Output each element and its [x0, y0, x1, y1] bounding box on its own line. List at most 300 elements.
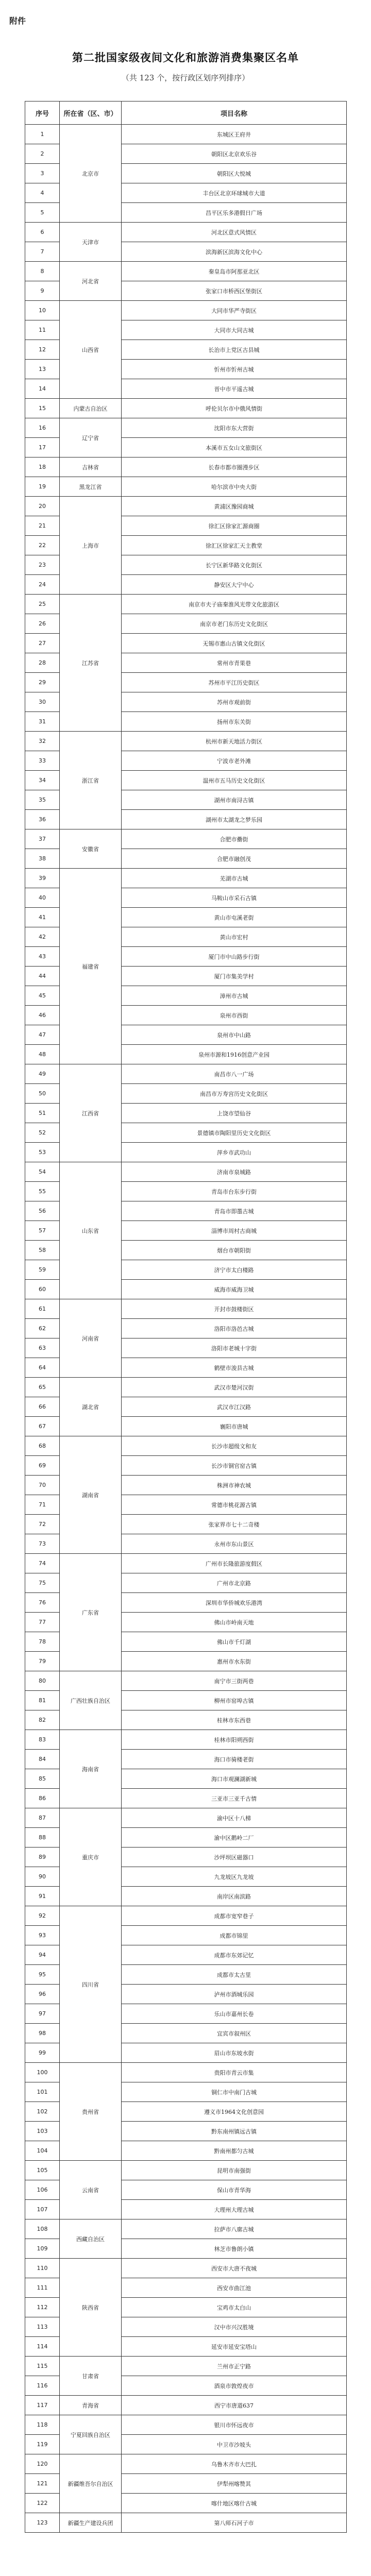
project-name: 哈尔滨市中央大街 — [122, 477, 347, 497]
project-name: 株洲市神农城 — [122, 1476, 347, 1495]
row-index: 80 — [25, 1671, 60, 1691]
table-row — [25, 2396, 347, 2415]
project-name: 芜湖市古城 — [122, 869, 347, 888]
table-row — [25, 2415, 347, 2435]
project-name: 泸州市酒城乐园 — [122, 1985, 347, 2004]
row-index: 74 — [25, 1554, 60, 1573]
row-index: 20 — [25, 497, 60, 516]
row-index: 111 — [25, 2278, 60, 2298]
table-header-row — [25, 101, 347, 125]
province-cell: 山西省 — [60, 301, 122, 399]
row-index: 49 — [25, 1064, 60, 1084]
row-index: 89 — [25, 1848, 60, 1867]
project-name: 常州市青果巷 — [122, 653, 347, 673]
project-name: 保山市青华海 — [122, 2180, 347, 2200]
project-name: 温州市五马历史文化街区 — [122, 771, 347, 790]
project-name: 沈阳市东大营街 — [122, 418, 347, 438]
project-name: 西安市大唐不夜城 — [122, 2259, 347, 2278]
project-name: 永州市东山景区 — [122, 1534, 347, 1554]
row-index: 101 — [25, 2082, 60, 2102]
table-row — [25, 1378, 347, 1397]
row-index: 41 — [25, 908, 60, 927]
attachment-label: 附件 — [9, 16, 26, 26]
row-index: 42 — [25, 927, 60, 947]
district-list-table — [25, 101, 347, 2533]
row-index: 16 — [25, 418, 60, 438]
row-index: 92 — [25, 1906, 60, 1926]
province-cell: 青海省 — [60, 2396, 122, 2415]
project-name: 深圳市华侨城欢乐港湾 — [122, 1593, 347, 1613]
row-index: 102 — [25, 2102, 60, 2122]
row-index: 30 — [25, 692, 60, 712]
row-index: 70 — [25, 1476, 60, 1495]
province-cell: 海南省 — [60, 1730, 122, 1808]
row-index: 44 — [25, 967, 60, 986]
row-index: 33 — [25, 751, 60, 771]
project-name: 佛山市千灯湖 — [122, 1632, 347, 1652]
row-index: 72 — [25, 1515, 60, 1534]
project-name: 东城区王府井 — [122, 125, 347, 144]
table-row — [25, 1906, 347, 1926]
table-row — [25, 1730, 347, 1750]
row-index: 39 — [25, 869, 60, 888]
row-index: 105 — [25, 2161, 60, 2180]
row-index: 7 — [25, 242, 60, 262]
province-cell: 湖南省 — [60, 1436, 122, 1554]
table-row — [25, 2161, 347, 2180]
row-index: 73 — [25, 1534, 60, 1554]
province-cell: 西藏自治区 — [60, 2219, 122, 2259]
row-index: 97 — [25, 2004, 60, 2024]
project-name: 晋中市平遥古城 — [122, 379, 347, 399]
project-name: 长宁区新华路文化街区 — [122, 555, 347, 575]
row-index: 91 — [25, 1887, 60, 1906]
row-index: 110 — [25, 2259, 60, 2278]
row-index: 67 — [25, 1417, 60, 1436]
row-index: 31 — [25, 712, 60, 732]
project-name: 漳州市古城 — [122, 986, 347, 1006]
row-index: 32 — [25, 732, 60, 751]
row-index: 52 — [25, 1123, 60, 1143]
table-row — [25, 1671, 347, 1691]
project-name: 广州市长隆旅游度假区 — [122, 1554, 347, 1573]
project-name: 伊犁州喀赞其 — [122, 2474, 347, 2494]
row-index: 11 — [25, 320, 60, 340]
project-name: 昌平区乐多港假日广场 — [122, 203, 347, 223]
table-row — [25, 829, 347, 849]
row-index: 82 — [25, 1710, 60, 1730]
project-name: 张家口市桥西区堡街区 — [122, 281, 347, 301]
project-name: 宜宾市叙州区 — [122, 2024, 347, 2043]
project-name: 渝中区十八梯 — [122, 1808, 347, 1828]
project-name: 威海市威海卫城 — [122, 1280, 347, 1299]
project-name: 海口市骑楼老街 — [122, 1750, 347, 1769]
project-name: 丰台区北京环球城市大道 — [122, 183, 347, 203]
row-index: 25 — [25, 595, 60, 614]
project-name: 拉萨市八廓古城 — [122, 2219, 347, 2239]
row-index: 84 — [25, 1750, 60, 1769]
project-name: 朝阳区北京欢乐谷 — [122, 144, 347, 164]
project-name: 淄博市周村古商城 — [122, 1221, 347, 1241]
row-index: 18 — [25, 457, 60, 477]
project-name: 湖州市太湖龙之梦乐园 — [122, 810, 347, 829]
row-index: 63 — [25, 1338, 60, 1358]
table-row — [25, 262, 347, 281]
project-name: 开封市鼓楼街区 — [122, 1299, 347, 1319]
project-name: 延安市延安宝塔山 — [122, 2337, 347, 2357]
province-cell: 宁夏回族自治区 — [60, 2415, 122, 2454]
project-name: 成都市宽窄巷子 — [122, 1906, 347, 1926]
row-index: 27 — [25, 634, 60, 653]
row-index: 29 — [25, 673, 60, 692]
table-row — [25, 1554, 347, 1573]
row-index: 81 — [25, 1691, 60, 1710]
row-index: 88 — [25, 1828, 60, 1848]
row-index: 90 — [25, 1867, 60, 1887]
row-index: 14 — [25, 379, 60, 399]
table-row — [25, 2513, 347, 2533]
project-name: 遵义市1964文化创意园 — [122, 2102, 347, 2122]
row-index: 121 — [25, 2474, 60, 2494]
project-name: 西宁市唐道637 — [122, 2396, 347, 2415]
table-row — [25, 595, 347, 614]
project-name: 佛山市岭南天地 — [122, 1613, 347, 1632]
project-name: 柳州市窑埠古镇 — [122, 1691, 347, 1710]
column-header-index: 序号 — [25, 101, 60, 125]
row-index: 56 — [25, 1201, 60, 1221]
project-name: 黔南州都匀古城 — [122, 2141, 347, 2161]
row-index: 12 — [25, 340, 60, 360]
project-name: 南昌市万寿宫历史文化街区 — [122, 1084, 347, 1104]
project-name: 萍乡市武功山 — [122, 1143, 347, 1162]
row-index: 22 — [25, 536, 60, 555]
table-row — [25, 497, 347, 516]
row-index: 117 — [25, 2396, 60, 2415]
row-index: 54 — [25, 1162, 60, 1182]
row-index: 116 — [25, 2376, 60, 2396]
province-cell: 北京市 — [60, 125, 122, 223]
row-index: 37 — [25, 829, 60, 849]
province-cell: 安徽省 — [60, 829, 122, 869]
row-index: 120 — [25, 2454, 60, 2474]
row-index: 107 — [25, 2200, 60, 2219]
project-name: 成都市东郊记忆 — [122, 1945, 347, 1965]
project-name: 长沙市超级文和友 — [122, 1436, 347, 1456]
page-title: 第二批国家级夜间文化和旅游消费集聚区名单 — [72, 51, 299, 64]
row-index: 96 — [25, 1985, 60, 2004]
row-index: 26 — [25, 614, 60, 634]
row-index: 38 — [25, 849, 60, 869]
row-index: 99 — [25, 2043, 60, 2063]
project-name: 河北区意式风情区 — [122, 223, 347, 242]
row-index: 40 — [25, 888, 60, 908]
row-index: 118 — [25, 2415, 60, 2435]
project-name: 上饶市望仙谷 — [122, 1104, 347, 1123]
row-index: 103 — [25, 2122, 60, 2141]
row-index: 53 — [25, 1143, 60, 1162]
project-name: 南昌市八一广场 — [122, 1064, 347, 1084]
project-name: 林芝市鲁朗小镇 — [122, 2239, 347, 2259]
project-name: 湖州市南浔古镇 — [122, 790, 347, 810]
project-name: 大同市大同古城 — [122, 320, 347, 340]
project-name: 徐汇区徐家汇天主教堂 — [122, 536, 347, 555]
table-row — [25, 1162, 347, 1182]
project-name: 鹤壁市浚县古城 — [122, 1358, 347, 1378]
project-name: 宁波市老外滩 — [122, 751, 347, 771]
province-cell: 广东省 — [60, 1554, 122, 1671]
project-name: 第八师石河子市 — [122, 2513, 347, 2533]
row-index: 123 — [25, 2513, 60, 2533]
row-index: 17 — [25, 438, 60, 457]
table-row — [25, 2259, 347, 2278]
project-name: 厦门市集美学村 — [122, 967, 347, 986]
project-name: 桂林市东西巷 — [122, 1710, 347, 1730]
project-name: 黄山市屯溪老街 — [122, 908, 347, 927]
province-cell: 重庆市 — [60, 1808, 122, 1906]
row-index: 108 — [25, 2219, 60, 2239]
project-name: 乐山市嘉州长卷 — [122, 2004, 347, 2024]
project-name: 滨海新区滨海文化中心 — [122, 242, 347, 262]
project-name: 九龙坡区九龙坡 — [122, 1867, 347, 1887]
project-name: 大理州大理古城 — [122, 2200, 347, 2219]
row-index: 34 — [25, 771, 60, 790]
page-subtitle: （共 123 个，按行政区划序列排序） — [121, 73, 250, 82]
row-index: 1 — [25, 125, 60, 144]
project-name: 济南市泉城路 — [122, 1162, 347, 1182]
row-index: 95 — [25, 1965, 60, 1985]
row-index: 48 — [25, 1045, 60, 1064]
table-row — [25, 301, 347, 320]
row-index: 36 — [25, 810, 60, 829]
row-index: 86 — [25, 1789, 60, 1808]
row-index: 4 — [25, 183, 60, 203]
row-index: 9 — [25, 281, 60, 301]
row-index: 6 — [25, 223, 60, 242]
project-name: 大同市华严寺街区 — [122, 301, 347, 320]
row-index: 35 — [25, 790, 60, 810]
row-index: 46 — [25, 1006, 60, 1025]
project-name: 成都市太古里 — [122, 1965, 347, 1985]
project-name: 烟台市朝阳街 — [122, 1241, 347, 1260]
table-body — [25, 125, 347, 2533]
project-name: 西安市曲江池 — [122, 2278, 347, 2298]
province-cell: 浙江省 — [60, 732, 122, 829]
row-index: 43 — [25, 947, 60, 967]
project-name: 张家界市七十二奇楼 — [122, 1515, 347, 1534]
row-index: 119 — [25, 2435, 60, 2454]
project-name: 乌鲁木齐市大巴扎 — [122, 2454, 347, 2474]
project-name: 广州市北京路 — [122, 1573, 347, 1593]
row-index: 5 — [25, 203, 60, 223]
row-index: 77 — [25, 1613, 60, 1632]
province-cell: 山东省 — [60, 1162, 122, 1299]
row-index: 66 — [25, 1397, 60, 1417]
project-name: 汉中市兴汉胜境 — [122, 2317, 347, 2337]
province-cell: 黑龙江省 — [60, 477, 122, 497]
row-index: 45 — [25, 986, 60, 1006]
project-name: 贵阳市青云市集 — [122, 2063, 347, 2082]
row-index: 28 — [25, 653, 60, 673]
row-index: 106 — [25, 2180, 60, 2200]
project-name: 武汉市江汉路 — [122, 1397, 347, 1417]
project-name: 合肥市罍街 — [122, 829, 347, 849]
province-cell: 陕西省 — [60, 2259, 122, 2357]
row-index: 71 — [25, 1495, 60, 1515]
table-row — [25, 1436, 347, 1456]
row-index: 78 — [25, 1632, 60, 1652]
row-index: 75 — [25, 1573, 60, 1593]
column-header-project: 项目名称 — [122, 101, 347, 125]
row-index: 3 — [25, 164, 60, 183]
project-name: 扬州市东关街 — [122, 712, 347, 732]
table-row — [25, 1064, 347, 1084]
row-index: 21 — [25, 516, 60, 536]
row-index: 100 — [25, 2063, 60, 2082]
project-name: 泉州市源和1916创意产业园 — [122, 1045, 347, 1064]
project-name: 昆明市南强街 — [122, 2161, 347, 2180]
table-row — [25, 399, 347, 418]
row-index: 47 — [25, 1025, 60, 1045]
project-name: 厦门市中山路步行街 — [122, 947, 347, 967]
project-name: 南岸区南滨路 — [122, 1887, 347, 1906]
project-name: 成都市锦里 — [122, 1926, 347, 1945]
row-index: 13 — [25, 360, 60, 379]
row-index: 83 — [25, 1730, 60, 1750]
province-cell: 河南省 — [60, 1299, 122, 1378]
row-index: 87 — [25, 1808, 60, 1828]
table-row — [25, 2357, 347, 2376]
table-row — [25, 2454, 347, 2474]
project-name: 渝中区鹅岭二厂 — [122, 1828, 347, 1848]
row-index: 23 — [25, 555, 60, 575]
project-name: 南京市夫子庙秦淮风光带文化旅游区 — [122, 595, 347, 614]
project-name: 常德市桃花源古镇 — [122, 1495, 347, 1515]
project-name: 海口市观澜湖新城 — [122, 1769, 347, 1789]
project-name: 青岛市台东步行街 — [122, 1182, 347, 1201]
table-row — [25, 1808, 347, 1828]
row-index: 24 — [25, 575, 60, 595]
project-name: 黔东南州镇远古镇 — [122, 2122, 347, 2141]
row-index: 51 — [25, 1104, 60, 1123]
project-name: 忻州市忻州古城 — [122, 360, 347, 379]
table-row — [25, 869, 347, 888]
row-index: 76 — [25, 1593, 60, 1613]
project-name: 呼伦贝尔市中俄风情街 — [122, 399, 347, 418]
project-name: 合肥市融创茂 — [122, 849, 347, 869]
project-name: 铜仁市中南门古城 — [122, 2082, 347, 2102]
row-index: 114 — [25, 2337, 60, 2357]
province-cell: 江苏省 — [60, 595, 122, 732]
province-cell: 内蒙古自治区 — [60, 399, 122, 418]
row-index: 122 — [25, 2494, 60, 2513]
table-row — [25, 477, 347, 497]
project-name: 长沙市铜官窑古镇 — [122, 1456, 347, 1476]
row-index: 104 — [25, 2141, 60, 2161]
row-index: 94 — [25, 1945, 60, 1965]
column-header-province: 所在省（区、市） — [60, 101, 122, 125]
project-name: 马鞍山市采石古镇 — [122, 888, 347, 908]
row-index: 61 — [25, 1299, 60, 1319]
province-cell: 辽宁省 — [60, 418, 122, 457]
project-name: 朝阳区大悦城 — [122, 164, 347, 183]
project-name: 洛阳市洛邑古城 — [122, 1319, 347, 1338]
project-name: 南京市老门东历史文化街区 — [122, 614, 347, 634]
row-index: 2 — [25, 144, 60, 164]
project-name: 秦皇岛市阿那亚北区 — [122, 262, 347, 281]
project-name: 酒泉市敦煌夜市 — [122, 2376, 347, 2396]
row-index: 109 — [25, 2239, 60, 2259]
row-index: 98 — [25, 2024, 60, 2043]
project-name: 无锡市惠山古镇文化街区 — [122, 634, 347, 653]
project-name: 银川市怀远夜市 — [122, 2415, 347, 2435]
project-name: 景德镇市陶阳里历史文化街区 — [122, 1123, 347, 1143]
table-row — [25, 2219, 347, 2239]
project-name: 徐汇区徐家汇源商圈 — [122, 516, 347, 536]
province-cell: 江西省 — [60, 1064, 122, 1162]
project-name: 杭州市新天地活力街区 — [122, 732, 347, 751]
table-row — [25, 457, 347, 477]
province-cell: 广西壮族自治区 — [60, 1671, 122, 1730]
province-cell: 天津市 — [60, 223, 122, 262]
project-name: 襄阳市唐城 — [122, 1417, 347, 1436]
table-row — [25, 418, 347, 438]
province-cell: 上海市 — [60, 497, 122, 595]
row-index: 112 — [25, 2298, 60, 2317]
row-index: 10 — [25, 301, 60, 320]
row-index: 19 — [25, 477, 60, 497]
row-index: 79 — [25, 1652, 60, 1671]
province-cell: 云南省 — [60, 2161, 122, 2219]
project-name: 本溪市五女山文旅街区 — [122, 438, 347, 457]
row-index: 55 — [25, 1182, 60, 1201]
project-name: 泉州市西街 — [122, 1006, 347, 1025]
project-name: 武汉市楚河汉街 — [122, 1378, 347, 1397]
table-row — [25, 223, 347, 242]
row-index: 62 — [25, 1319, 60, 1338]
province-cell: 河北省 — [60, 262, 122, 301]
project-name: 桂林市阳朔西街 — [122, 1730, 347, 1750]
project-name: 济宁市太白楼路 — [122, 1260, 347, 1280]
project-name: 长春市都市圈漫步区 — [122, 457, 347, 477]
province-cell: 贵州省 — [60, 2063, 122, 2161]
row-index: 60 — [25, 1280, 60, 1299]
project-name: 三亚市三亚千古情 — [122, 1789, 347, 1808]
province-cell: 湖北省 — [60, 1378, 122, 1436]
province-cell: 福建省 — [60, 869, 122, 1064]
project-name: 宝鸡市太白山 — [122, 2298, 347, 2317]
table-row — [25, 125, 347, 144]
table-row — [25, 732, 347, 751]
project-name: 静安区大宁中心 — [122, 575, 347, 595]
project-name: 洛阳市老城十字街 — [122, 1338, 347, 1358]
project-name: 惠州市水东街 — [122, 1652, 347, 1671]
project-name: 苏州市平江历史街区 — [122, 673, 347, 692]
project-name: 兰州市正宁路 — [122, 2357, 347, 2376]
province-cell: 吉林省 — [60, 457, 122, 477]
project-name: 黄山市宏村 — [122, 927, 347, 947]
project-name: 长治市上党区古县城 — [122, 340, 347, 360]
province-cell: 四川省 — [60, 1906, 122, 2063]
project-name: 黄浦区豫园商城 — [122, 497, 347, 516]
project-name: 喀什地区喀什古城 — [122, 2494, 347, 2513]
row-index: 85 — [25, 1769, 60, 1789]
row-index: 50 — [25, 1084, 60, 1104]
row-index: 65 — [25, 1378, 60, 1397]
row-index: 8 — [25, 262, 60, 281]
row-index: 64 — [25, 1358, 60, 1378]
row-index: 113 — [25, 2317, 60, 2337]
row-index: 15 — [25, 399, 60, 418]
